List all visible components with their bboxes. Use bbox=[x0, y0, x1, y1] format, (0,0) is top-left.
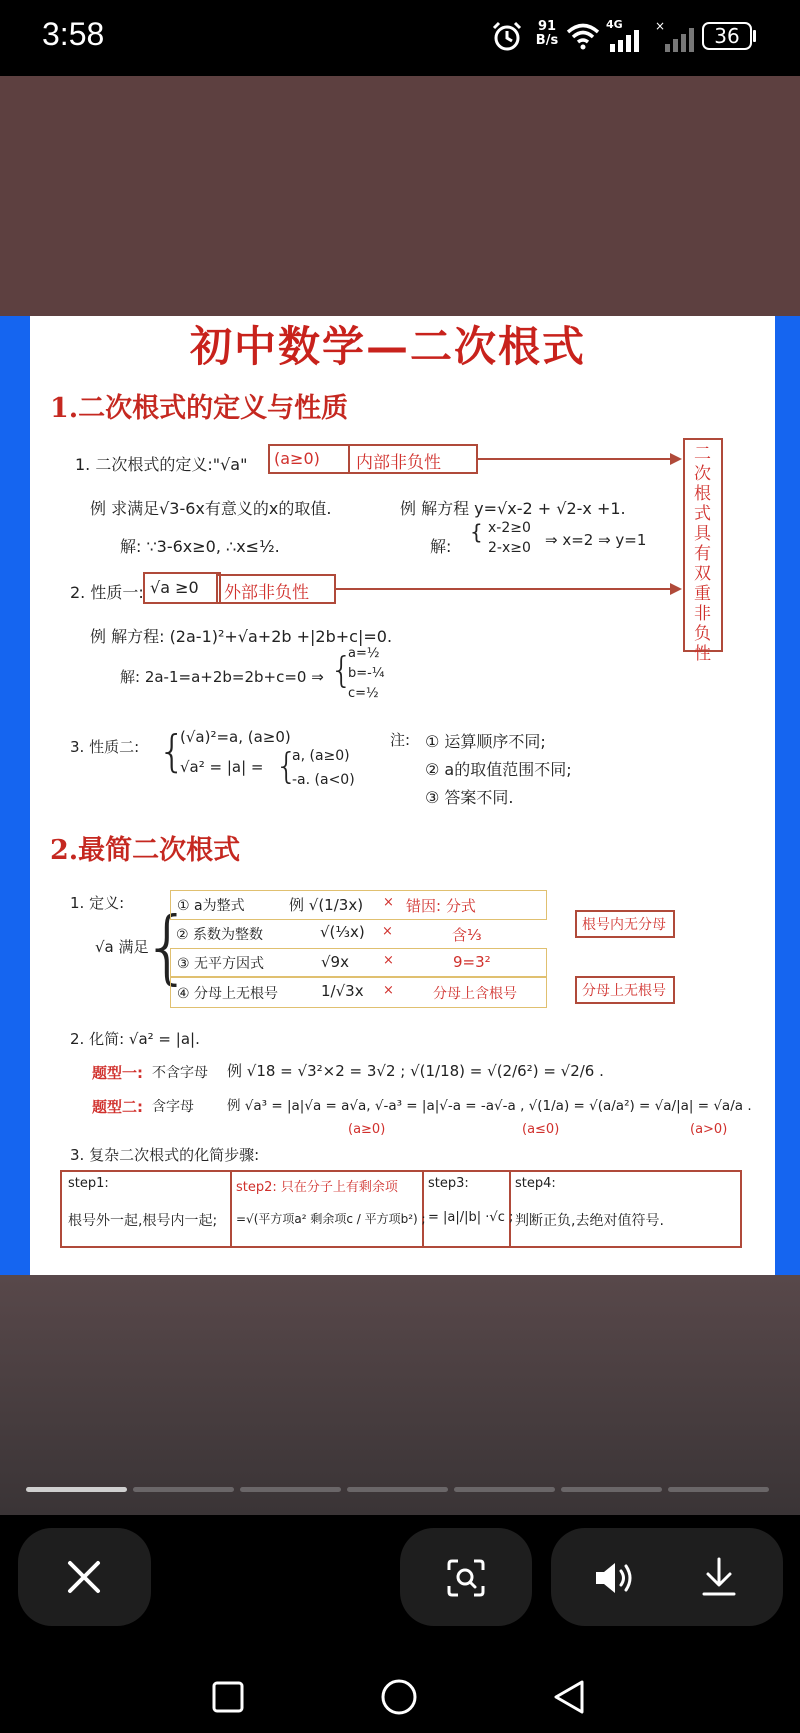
step4-title: step4: bbox=[515, 1176, 556, 1191]
tag-no-denominator: 根号内无分母 bbox=[582, 917, 666, 933]
network-type: 4G bbox=[606, 18, 623, 31]
close-button[interactable] bbox=[18, 1528, 151, 1626]
section2-heading: 2.最简二次根式 bbox=[50, 835, 241, 866]
image-viewer-top-area bbox=[0, 76, 800, 316]
arrow-lines bbox=[30, 316, 775, 1275]
example3-solution: 解: 2a-1=a+2b=2b+c=0 ⇒ bbox=[120, 668, 324, 686]
download-button[interactable] bbox=[699, 1556, 739, 1598]
property1-label: 2. 性质一: bbox=[70, 583, 144, 602]
type2-label: 题型二: bbox=[92, 1098, 143, 1116]
definition-tag: 内部非负性 bbox=[356, 453, 441, 473]
condition-row-1: ① a为整式 例 √(1/3x) × 错因: 分式 bbox=[170, 890, 547, 920]
definition-condition: (a≥0) bbox=[274, 449, 320, 468]
steps-table bbox=[60, 1170, 742, 1248]
visual-search-button[interactable] bbox=[400, 1528, 532, 1626]
simplify-label: 2. 化简: √a² = |a|. bbox=[70, 1030, 200, 1048]
example2-solution-label: 解: bbox=[430, 537, 452, 556]
step2-title: step2: 只在分子上有剩余项 bbox=[236, 1180, 398, 1195]
property2-case1: a, (a≥0) bbox=[292, 748, 350, 764]
property1-formula: √a ≥0 bbox=[150, 578, 199, 597]
example1-problem: 例 求满足√3-6x有意义的x的取值. bbox=[90, 499, 332, 518]
tag-no-radical-in-denominator: 分母上无根号 bbox=[582, 983, 666, 999]
notes-label: 注: bbox=[390, 731, 411, 749]
example1-solution: 解: ∵3-6x≥0, ∴x≤½. bbox=[120, 537, 280, 556]
progress-segment bbox=[561, 1487, 662, 1492]
type1-desc: 不含字母 bbox=[152, 1065, 208, 1081]
type2-desc: 含字母 bbox=[152, 1099, 194, 1115]
wifi-icon bbox=[566, 22, 600, 50]
image-border-right bbox=[775, 316, 800, 1275]
property2-line1: (√a)²=a, (a≥0) bbox=[180, 728, 291, 746]
math-notes-image[interactable]: 初中数学—二次根式 1.二次根式的定义与性质 1. 二次根式的定义:"√a" (a≥0) 内部非负性 二次根式具有双重非负性 例 求满足√3-6x有意义的x的取值. 解: ∵3-6x≥0, ∴x≤½. 例 解方程 y=√x-2 + √2-x +1. 解: { x-2≥0 2-x≥0 ⇒ x=2 ⇒ y=1 2. 性质一: √a ≥0 外部非负性 例 解方程: (2a-1)²+√a+2b +|2b+c|=0. 解: 2a-1=a+2b=2b+c=0 ⇒ { a=½ b=-¼ c=½ 3. 性质二: { (√a)²=a, (a≥0) √a² = |a| = { a, (a≥0) -a. (a<0) 注: ① 运算顺序不同; ② a的取值范围不同; ③ 答案不同. 2.最简二次根式 1. 定义: √a 满足 { ① a为整式 例 √(1/3x) × 错因: 分式 ② 系数为整数 √(⅓x) × 含⅓ ③ 无平方因式 √9x × 9=3² ④ 分母上无根号 1/√3x × 分母上含根号 根号内无分母 分母上无根号 2. 化简: √a² = |a|. 题型一: 不含字母 例 √18 = √3²×2 = 3√2 ; √(1/18) = √(2/6²) = √2/6 . 题型二: 含字母 例 √a³ = |a|√a = a√a, √-a³ = |a|√-a = -a√-a , √(1/a) = √(a/a²) = √a/|a| = √a/a . (a≥0) (a≤0) (a>0) 3. 复杂二次根式的化简步骤: step1: 根号外一起,根号内一起; step2: 只在分子上有剩余项 =√(平方项a² 剩余项c / 平方项b²) ; step3: = |a|/|b| ·√c ; step4: 判断正负,去绝对值符号. bbox=[30, 316, 775, 1275]
doc-title: 初中数学—二次根式 bbox=[190, 322, 587, 371]
svg-text:×: × bbox=[655, 19, 666, 33]
example2-problem: 例 解方程 y=√x-2 + √2-x +1. bbox=[400, 499, 626, 518]
step2-body: =√(平方项a² 剩余项c / 平方项b²) ; bbox=[236, 1212, 426, 1226]
example3-result-a: a=½ bbox=[348, 646, 380, 661]
network-speed-unit: B/s bbox=[535, 33, 559, 48]
back-button[interactable] bbox=[551, 1678, 587, 1716]
progress-segment bbox=[133, 1487, 234, 1492]
lens-search-icon bbox=[446, 1558, 486, 1598]
progress-segment bbox=[454, 1487, 555, 1492]
type2-cond1: (a≥0) bbox=[348, 1122, 386, 1137]
battery-tip bbox=[753, 30, 756, 42]
condition-row-3: ③ 无平方因式 √9x × 9=3² bbox=[170, 948, 547, 978]
simplest-condition-label: √a 满足 bbox=[95, 938, 149, 956]
network-speed-value: 91 bbox=[537, 19, 557, 34]
step4-body: 判断正负,去绝对值符号. bbox=[515, 1213, 664, 1229]
example2-result: ⇒ x=2 ⇒ y=1 bbox=[545, 531, 647, 549]
complex-label: 3. 复杂二次根式的化简步骤: bbox=[70, 1146, 260, 1164]
example3-result-c: c=½ bbox=[348, 686, 379, 701]
progress-segment bbox=[668, 1487, 769, 1492]
property1-tag: 外部非负性 bbox=[224, 583, 309, 603]
note-3: ③ 答案不同. bbox=[425, 788, 514, 807]
progress-segment bbox=[240, 1487, 341, 1492]
condition-row-2: ② 系数为整数 √(⅓x) × 含⅓ bbox=[176, 923, 482, 944]
property2-line2: √a² = |a| = bbox=[180, 758, 264, 776]
type2-cond3: (a>0) bbox=[690, 1122, 728, 1137]
example3-result-b: b=-¼ bbox=[348, 666, 385, 681]
cell-signal-secondary-icon bbox=[655, 18, 695, 52]
step1-title: step1: bbox=[68, 1176, 109, 1191]
cell-signal-icon bbox=[606, 18, 648, 52]
step1-body: 根号外一起,根号内一起; bbox=[68, 1213, 218, 1229]
network-speed bbox=[533, 20, 561, 48]
media-controls bbox=[551, 1528, 783, 1626]
side-box-text: 二次根式具有双重非负性 bbox=[694, 444, 711, 664]
note-2: ② a的取值范围不同; bbox=[425, 760, 572, 779]
condition-row-4: ④ 分母上无根号 1/√3x × 分母上含根号 bbox=[170, 976, 547, 1008]
step3-body: = |a|/|b| ·√c ; bbox=[428, 1210, 514, 1225]
image-viewer-bottom-area bbox=[0, 1275, 800, 1515]
type1-label: 题型一: bbox=[92, 1064, 143, 1082]
status-time: 3:58 bbox=[42, 16, 105, 52]
status-bar bbox=[0, 0, 800, 76]
example2-system-line2: 2-x≥0 bbox=[488, 540, 531, 556]
type1-example: 例 √18 = √3²×2 = 3√2 ; √(1/18) = √(2/6²) = √2/6 . bbox=[227, 1062, 604, 1080]
progress-segment-active bbox=[26, 1487, 127, 1492]
example2-system-line1: x-2≥0 bbox=[488, 520, 531, 536]
volume-button[interactable] bbox=[593, 1558, 637, 1598]
progress-segment bbox=[347, 1487, 448, 1492]
property2-label: 3. 性质二: bbox=[70, 738, 140, 756]
image-border-left bbox=[0, 316, 30, 1275]
image-progress-indicator bbox=[26, 1487, 774, 1493]
example3-problem: 例 解方程: (2a-1)²+√a+2b +|2b+c|=0. bbox=[90, 627, 393, 646]
step3-title: step3: bbox=[428, 1176, 469, 1191]
close-icon bbox=[65, 1558, 103, 1596]
property2-case2: -a. (a<0) bbox=[292, 772, 355, 788]
alarm-icon bbox=[490, 20, 524, 54]
type2-example: 例 √a³ = |a|√a = a√a, √-a³ = |a|√-a = -a√-a , √(1/a) = √(a/a²) = √a/|a| = √a/a . bbox=[227, 1098, 752, 1114]
simplest-def-label: 1. 定义: bbox=[70, 894, 125, 912]
section1-heading: 1.二次根式的定义与性质 bbox=[50, 393, 349, 424]
recents-button[interactable] bbox=[211, 1680, 245, 1714]
home-button[interactable] bbox=[380, 1678, 418, 1716]
system-nav-bar bbox=[0, 1660, 800, 1733]
note-1: ① 运算顺序不同; bbox=[425, 732, 546, 751]
battery-icon: 36 bbox=[702, 22, 752, 50]
type2-cond2: (a≤0) bbox=[522, 1122, 560, 1137]
definition-label: 1. 二次根式的定义:"√a" bbox=[75, 455, 248, 474]
